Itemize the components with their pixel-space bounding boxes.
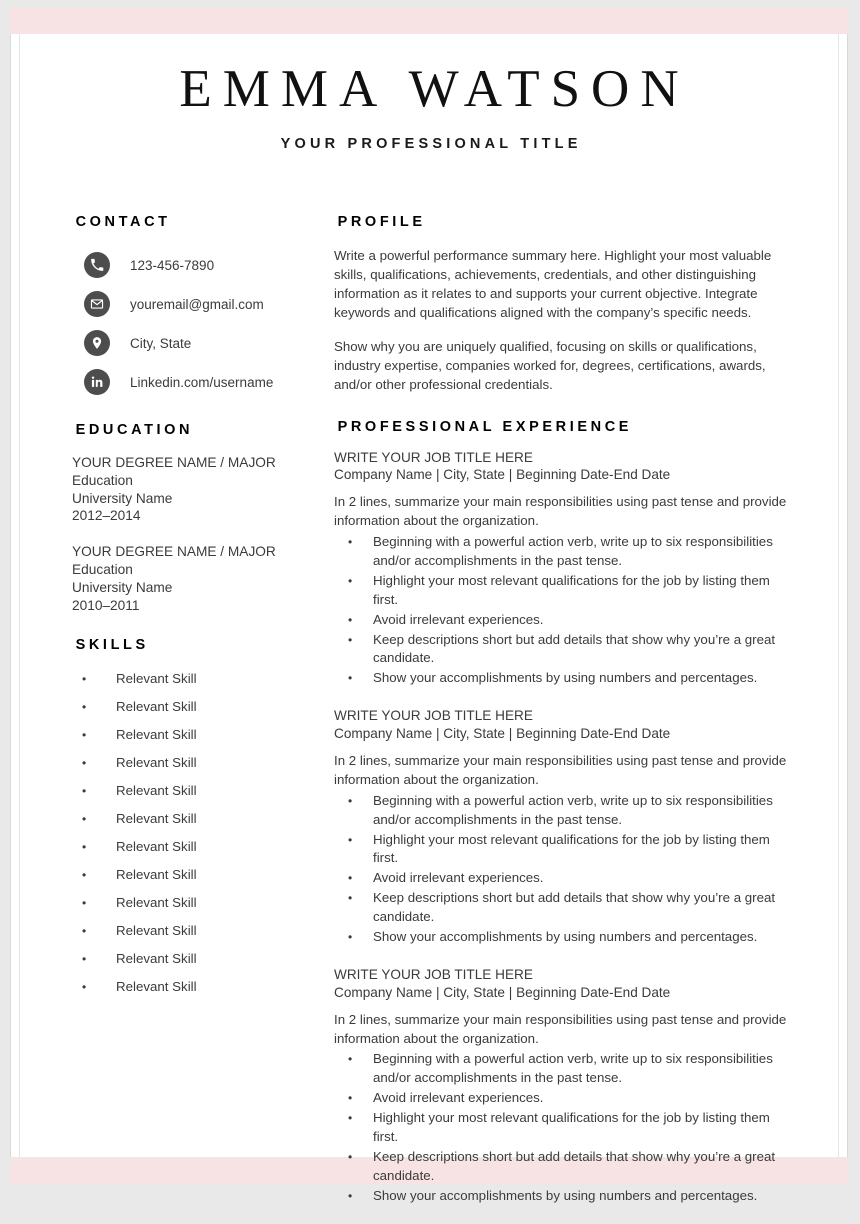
job-company-line: Company Name | City, State | Beginning Date-End Date: [334, 467, 671, 483]
bullet-icon: •: [348, 891, 353, 906]
skill-label: Relevant Skill: [116, 951, 197, 967]
bullet-icon: •: [348, 612, 353, 627]
bullet-icon: •: [82, 952, 87, 967]
job-bullet-text: Highlight your most relevant qualifications for the job by listing them first.: [373, 831, 770, 866]
job-bullet-text: Avoid irrelevant experiences.: [373, 1090, 544, 1106]
contact-value-linkedin: Linkedin.com/username: [130, 374, 274, 390]
job-title: WRITE YOUR JOB TITLE HERE: [334, 449, 533, 465]
skill-label: Relevant Skill: [116, 699, 197, 715]
list-item: [334, 631, 790, 669]
list-item: [334, 831, 790, 869]
list-item: [334, 792, 790, 830]
experience-entry: [334, 966, 790, 1206]
skill-label: Relevant Skill: [116, 671, 197, 687]
list-item: [334, 1050, 790, 1088]
job-bullet-text: Keep descriptions short but add details that show why you’re a great candidate.: [373, 631, 776, 666]
education-dates: 2012–2014: [72, 508, 141, 524]
experience-section: [334, 419, 790, 1206]
list-item: [72, 923, 324, 951]
job-bullet-text: Show your accomplishments by using numbers and percentages.: [373, 928, 758, 944]
job-company-line: Company Name | City, State | Beginning Date-End Date: [334, 726, 671, 742]
map-pin-icon: [84, 330, 110, 356]
job-bullet-text: Highlight your most relevant qualifications for the job by listing them first.: [373, 572, 770, 607]
profile-section: [334, 214, 790, 395]
education-list: [72, 454, 324, 616]
bullet-icon: •: [82, 812, 87, 827]
contact-value-email: youremail@gmail.com: [130, 296, 264, 312]
bullet-icon: •: [82, 784, 87, 799]
job-company-line: Company Name | City, State | Beginning Date-End Date: [334, 984, 671, 1000]
education-degree: YOUR DEGREE NAME / MAJOR: [72, 454, 276, 470]
list-item: [72, 979, 324, 1007]
decorative-band-top: [10, 8, 848, 34]
contact-item-phone: [72, 246, 324, 285]
list-item: [334, 1109, 790, 1147]
job-bullet-text: Beginning with a powerful action verb, write up to six responsibilities and/or accomplishments in the past tense.: [373, 792, 773, 827]
education-entry: [72, 454, 324, 526]
job-bullet-text: Avoid irrelevant experiences.: [373, 611, 544, 627]
professional-title: YOUR PROFESSIONAL TITLE: [280, 135, 582, 152]
education-heading: EDUCATION: [75, 421, 194, 438]
bullet-icon: •: [348, 793, 353, 808]
list-item: [72, 699, 324, 727]
job-title: WRITE YOUR JOB TITLE HERE: [334, 708, 533, 724]
resume-columns: [20, 214, 838, 1224]
list-item: [334, 611, 790, 630]
profile-paragraph: Write a powerful performance summary here. Highlight your most valuable skills, qualifications, achievements, credentials, and other distinguishing information as it relates to and supports your current objective. Integrate keywords and qualifications aligned with the company’s specific needs.: [334, 247, 772, 321]
resume-page-inner: [19, 34, 839, 1203]
bullet-icon: •: [82, 672, 87, 687]
skill-label: Relevant Skill: [116, 895, 197, 911]
contact-item-email: [72, 285, 324, 324]
skill-label: Relevant Skill: [116, 727, 197, 743]
profile-body: [334, 246, 790, 395]
bullet-icon: •: [348, 671, 353, 686]
list-item: [334, 889, 790, 927]
job-summary: In 2 lines, summarize your main responsibilities using past tense and provide information about the organization.: [334, 1011, 787, 1046]
education-field: Education: [72, 562, 133, 578]
job-title: WRITE YOUR JOB TITLE HERE: [334, 966, 533, 982]
experience-entry: [334, 707, 790, 947]
list-item: [334, 572, 790, 610]
profile-heading: PROFILE: [337, 213, 426, 230]
contact-value-location: City, State: [130, 335, 192, 351]
list-item: [72, 783, 324, 811]
skills-heading: SKILLS: [75, 637, 149, 654]
contact-heading: CONTACT: [75, 213, 171, 230]
list-item: [72, 867, 324, 895]
list-item: [72, 811, 324, 839]
job-summary: In 2 lines, summarize your main responsibilities using past tense and provide information about the organization.: [334, 494, 787, 529]
list-item: [72, 839, 324, 867]
experience-heading: PROFESSIONAL EXPERIENCE: [337, 418, 633, 435]
bullet-icon: •: [348, 1091, 353, 1106]
resume-header: [20, 34, 838, 152]
skill-label: Relevant Skill: [116, 783, 197, 799]
bullet-icon: •: [348, 1111, 353, 1125]
list-item: [72, 671, 324, 699]
job-bullet-list: [334, 1050, 790, 1205]
job-bullet-list: [334, 792, 790, 947]
skill-label: Relevant Skill: [116, 923, 197, 939]
list-item: [334, 869, 790, 888]
skills-list: [72, 671, 324, 1007]
skill-label: Relevant Skill: [116, 979, 197, 995]
job-bullet-text: Show your accomplishments by using numbers and percentages.: [373, 1187, 758, 1203]
job-bullet-text: Beginning with a powerful action verb, write up to six responsibilities and/or accomplishments in the past tense.: [373, 534, 773, 568]
bullet-icon: •: [348, 929, 353, 944]
bullet-icon: •: [82, 868, 87, 883]
bullet-icon: •: [82, 728, 87, 743]
bullet-icon: •: [82, 924, 87, 939]
list-item: [334, 1148, 790, 1186]
bullet-icon: •: [348, 573, 353, 588]
list-item: [334, 669, 790, 688]
job-bullet-text: Keep descriptions short but add details that show why you’re a great candidate.: [373, 1148, 776, 1183]
skills-section: [72, 637, 324, 1007]
linkedin-icon: [84, 369, 110, 395]
job-bullet-text: Highlight your most relevant qualifications for the job by listing them first.: [373, 1110, 770, 1144]
candidate-name: EMMA WATSON: [179, 60, 690, 118]
list-item: [72, 951, 324, 979]
education-section: [72, 422, 324, 616]
skill-label: Relevant Skill: [116, 755, 197, 771]
profile-paragraph: Show why you are uniquely qualified, focusing on skills or qualifications, industry expertise, companies worked for, degrees, certifications, awards, and/or other professional credentials.: [334, 338, 766, 393]
bullet-icon: •: [348, 832, 353, 847]
bullet-icon: •: [348, 1149, 353, 1164]
envelope-icon: [84, 291, 110, 317]
bullet-icon: •: [82, 840, 87, 855]
education-dates: 2010–2011: [72, 598, 140, 614]
job-summary: In 2 lines, summarize your main responsibilities using past tense and provide information about the organization.: [334, 753, 787, 787]
phone-icon: [84, 252, 110, 278]
sidebar-column: [72, 214, 324, 1224]
skill-label: Relevant Skill: [116, 839, 197, 855]
list-item: [334, 1187, 790, 1206]
list-item: [72, 895, 324, 923]
bullet-icon: •: [348, 1052, 353, 1067]
contact-section: [72, 214, 324, 402]
contact-item-location: [72, 324, 324, 363]
experience-entry: [334, 449, 790, 689]
skill-label: Relevant Skill: [116, 811, 197, 827]
job-bullet-text: Show your accomplishments by using numbers and percentages.: [373, 670, 758, 686]
resume-page: [10, 34, 848, 1203]
bullet-icon: •: [348, 535, 353, 550]
bullet-icon: •: [348, 871, 353, 886]
education-school: University Name: [72, 490, 173, 506]
list-item: [334, 928, 790, 947]
education-field: Education: [72, 472, 133, 488]
job-bullet-list: [334, 533, 790, 688]
bullet-icon: •: [82, 896, 87, 911]
bullet-icon: •: [348, 1188, 353, 1203]
experience-list: [334, 449, 790, 1206]
education-school: University Name: [72, 580, 173, 596]
contact-item-linkedin: [72, 363, 324, 402]
list-item: [72, 727, 324, 755]
bullet-icon: •: [82, 756, 87, 771]
contact-list: [72, 246, 324, 402]
education-degree: YOUR DEGREE NAME / MAJOR: [72, 544, 276, 560]
contact-value-phone: 123-456-7890: [130, 257, 215, 273]
job-bullet-text: Keep descriptions short but add details that show why you’re a great candidate.: [373, 890, 776, 924]
bullet-icon: •: [82, 980, 87, 995]
list-item: [334, 1089, 790, 1108]
job-bullet-text: Avoid irrelevant experiences.: [373, 870, 544, 886]
main-column: [324, 214, 790, 1224]
list-item: [334, 533, 790, 571]
bullet-icon: •: [82, 700, 87, 715]
skill-label: Relevant Skill: [116, 867, 197, 883]
bullet-icon: •: [348, 632, 353, 647]
job-bullet-text: Beginning with a powerful action verb, write up to six responsibilities and/or accomplishments in the past tense.: [373, 1051, 773, 1086]
list-item: [72, 755, 324, 783]
education-entry: [72, 543, 324, 615]
